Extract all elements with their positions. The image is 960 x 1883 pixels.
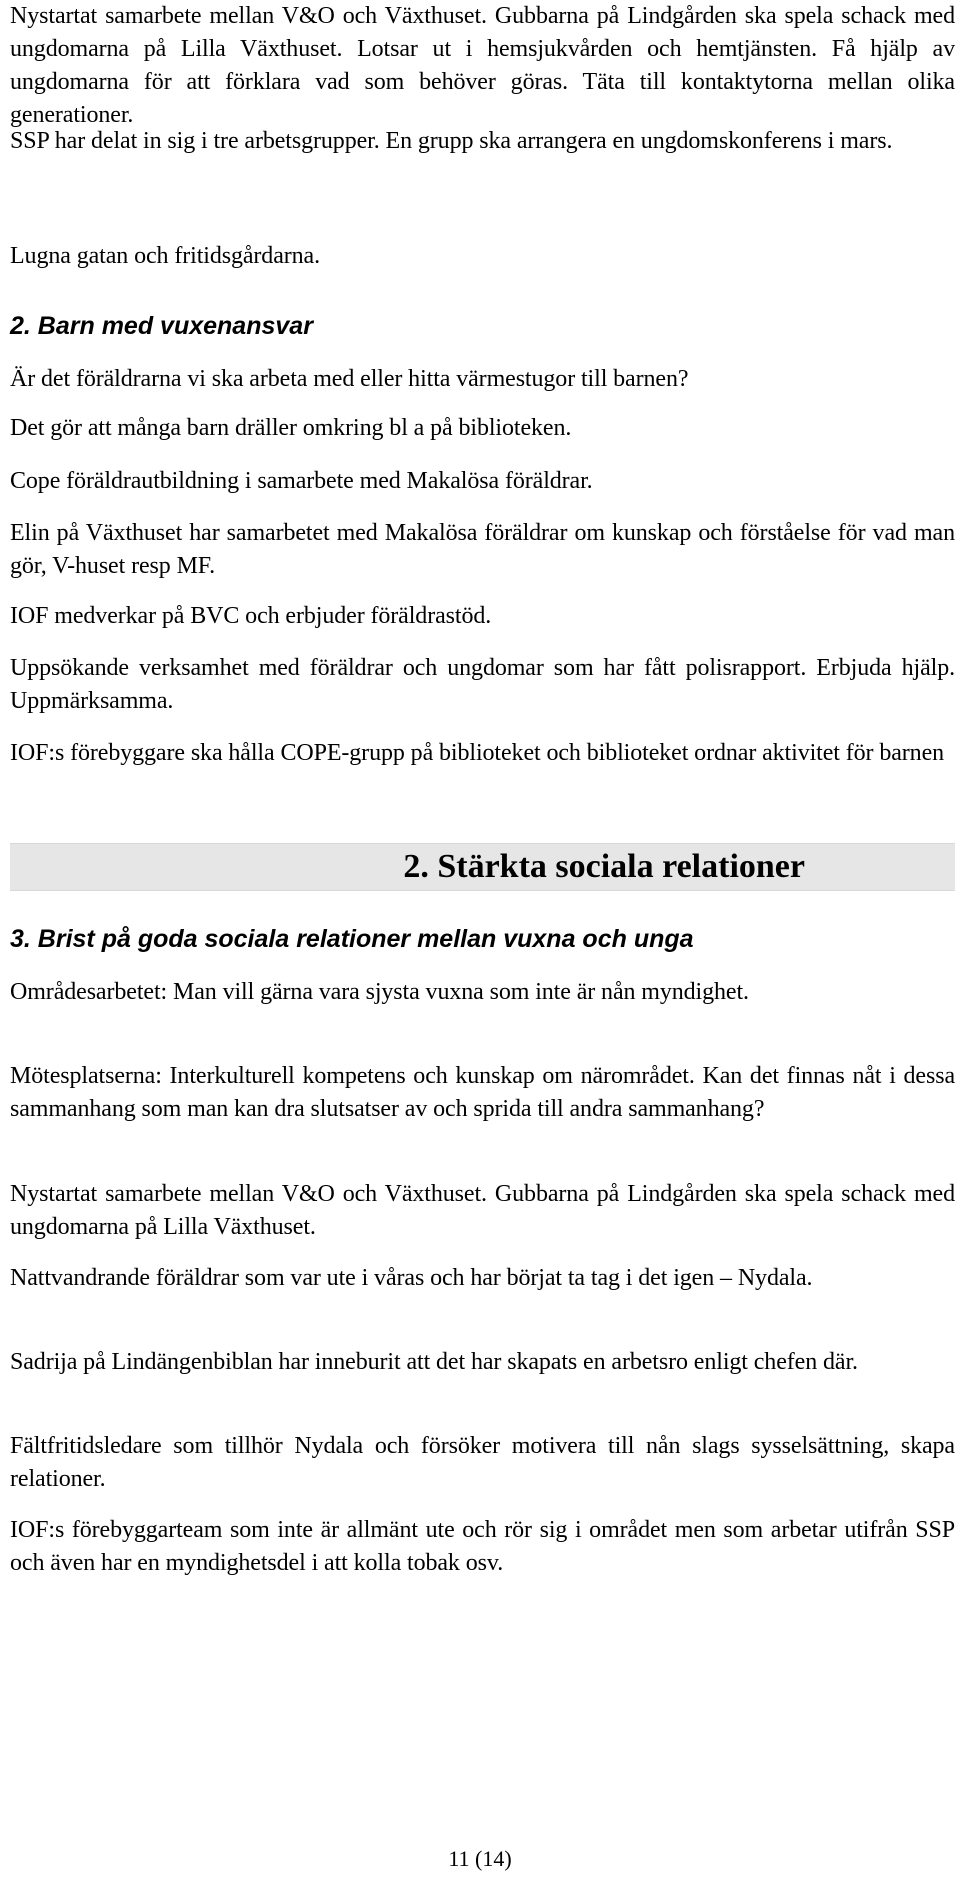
paragraph: Det gör att många barn dräller omkring bl a på biblioteken.	[10, 415, 572, 441]
paragraph: Sadrija på Lindängenbiblan har inneburit att det har skapats en arbetsro enligt chefen där.	[10, 1349, 858, 1375]
section-2-body	[10, 737, 955, 770]
section-2-body	[10, 412, 955, 445]
section-2-body	[10, 465, 955, 498]
paragraph: Nystartat samarbete mellan V&O och Växthuset. Gubbarna på Lindgården ska spela schack med ungdomarna på Lilla Växthuset. Lotsar ut i hemsjukvården och hemtjänsten. Få hjälp av ungdomarna för att förklara vad som behöver göras. Täta till kontaktytorna mellan olika generationer.	[10, 3, 955, 128]
section-3-body	[10, 1430, 955, 1496]
section-3	[10, 923, 955, 956]
paragraph: Mötesplatserna: Interkulturell kompetens och kunskap om närområdet. Kan det finnas nåt i dessa sammanhang som man kan dra slutsatser av och sprida till andra sammanhang?	[10, 1063, 955, 1122]
section-2	[10, 310, 955, 343]
paragraph: IOF:s förebyggare ska hålla COPE-grupp på biblioteket och biblioteket ordnar aktivitet för barnen	[10, 740, 945, 766]
paragraph: Uppsökande verksamhet med föräldrar och ungdomar som har fått polisrapport. Erbjuda hjälp. Uppmärksamma.	[10, 655, 955, 714]
document-page	[10, 0, 955, 1883]
paragraph: Nystartat samarbete mellan V&O och Växthuset. Gubbarna på Lindgården ska spela schack med ungdomarna på Lilla Växthuset.	[10, 1181, 955, 1240]
page-number: 11 (14)	[448, 1846, 512, 1871]
section-2-body	[10, 363, 955, 396]
paragraph: Elin på Växthuset har samarbetet med Makalösa föräldrar om kunskap och förståelse för vad man gör, V-huset resp MF.	[10, 520, 955, 579]
paragraph: Områdesarbetet: Man vill gärna vara sjysta vuxna som inte är nån myndighet.	[10, 979, 749, 1005]
paragraph: Nattvandrande föräldrar som var ute i våras och har börjat ta tag i det igen – Nydala.	[10, 1265, 813, 1291]
section-banner	[10, 843, 955, 891]
paragraph: Lugna gatan och fritidsgårdarna.	[10, 243, 321, 269]
intro-block	[10, 240, 955, 273]
intro-block	[10, 125, 955, 158]
section-3-body	[10, 1178, 955, 1244]
section-2-body	[10, 600, 955, 633]
section-heading: 2. Barn med vuxenansvar	[10, 312, 313, 340]
section-3-body	[10, 1262, 955, 1295]
section-3-body	[10, 976, 955, 1009]
paragraph: Är det föräldrarna vi ska arbeta med eller hitta värmestugor till barnen?	[10, 366, 689, 392]
paragraph: IOF medverkar på BVC och erbjuder föräldrastöd.	[10, 603, 492, 629]
intro-block	[10, 0, 955, 132]
paragraph: IOF:s förebyggarteam som inte är allmänt ute och rör sig i området men som arbetar utifrån SSP och även har en myndighetsdel i att kolla tobak osv.	[10, 1517, 955, 1576]
section-2-body	[10, 652, 955, 718]
paragraph: SSP har delat in sig i tre arbetsgrupper. En grupp ska arrangera en ungdomskonferens i mars.	[10, 128, 893, 154]
section-3-body	[10, 1060, 955, 1126]
section-3-body	[10, 1346, 955, 1379]
banner-title: 2. Stärkta sociala relationer	[403, 848, 805, 885]
paragraph: Fältfritidsledare som tillhör Nydala och försöker motivera till nån slags sysselsättning, skapa relationer.	[10, 1433, 955, 1492]
section-heading: 3. Brist på goda sociala relationer mellan vuxna och unga	[10, 925, 694, 953]
section-3-body	[10, 1514, 955, 1580]
paragraph: Cope föräldrautbildning i samarbete med Makalösa föräldrar.	[10, 468, 593, 494]
section-2-body	[10, 517, 955, 583]
